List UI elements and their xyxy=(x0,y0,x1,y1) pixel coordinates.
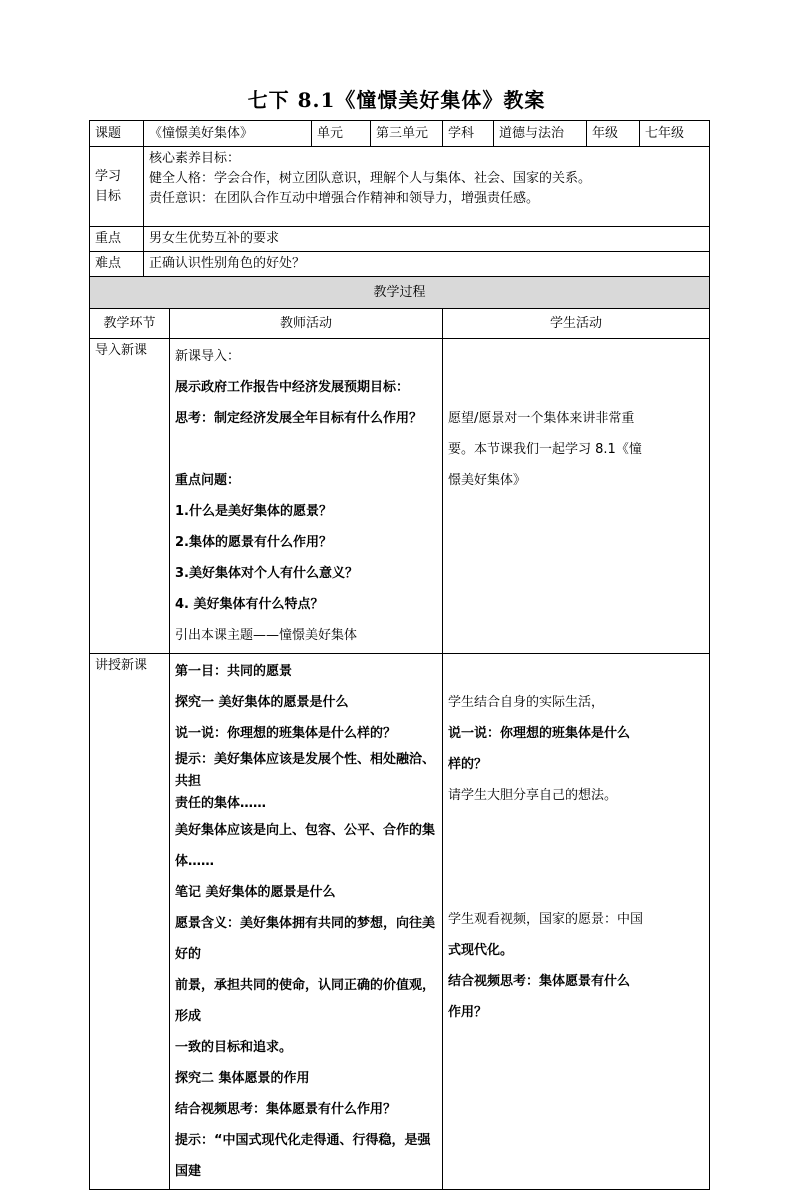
process-header-row xyxy=(90,277,710,309)
table-row xyxy=(90,654,710,1190)
goals-line: 核心素养目标： xyxy=(149,151,241,166)
table-row xyxy=(90,339,710,654)
stage-cell: 导入新课 xyxy=(90,339,170,654)
teacher-cell: 新课导入： 展示政府工作报告中经济发展预期目标： 思考：制定经济发展全年目标有什么作用？ 重点问题： 1.什么是美好集体的愿景？ 2.集体的愿景有什么作用？ 3.美好集体对个人有什么意义？ 4. 美好集体有什么特点？ 引出本课主题——憧憬美好集体 xyxy=(170,339,443,654)
unit-value: 第三单元 xyxy=(371,121,443,147)
process-header: 教学过程 xyxy=(90,277,710,309)
lesson-plan-table xyxy=(89,120,710,1190)
difficulty-value: 正确认识性别角色的好处？ xyxy=(144,252,710,277)
stage-cell: 讲授新课 xyxy=(90,654,170,1190)
goals-line: 健全人格：学会合作，树立团队意识，理解个人与集体、社会、国家的关系。 xyxy=(149,171,592,186)
subject-value: 道德与法治 xyxy=(494,121,587,147)
student-cell: 学生结合自身的实际生活， 说一说：你理想的班集体是什么 样的？ 请学生大胆分享自己的想法。 学生观看视频，国家的愿景：中国 式现代化。 结合视频思考：集体愿景有什么 作用？ xyxy=(443,654,710,1190)
grade-value: 七年级 xyxy=(640,121,710,147)
goals-row xyxy=(90,147,710,227)
goals-label: 学习 目标 xyxy=(90,147,144,227)
key-point-row xyxy=(90,227,710,252)
column-header-row xyxy=(90,309,710,339)
grade-label: 年级 xyxy=(587,121,640,147)
unit-label: 单元 xyxy=(312,121,371,147)
course-value: 《憧憬美好集体》 xyxy=(144,121,312,147)
goals-content xyxy=(144,147,710,227)
course-label: 课题 xyxy=(90,121,144,147)
teacher-cell: 第一目：共同的愿景 探究一 美好集体的愿景是什么 说一说：你理想的班集体是什么样的？ 提示：美好集体应该是发展个性、相处融洽、共担 责任的集体…… 美好集体应该是向上、包容、公平、合作的集体…… 笔记 美好集体的愿景是什么 愿景含义：美好集体拥有共同的梦想，向往美好的 前景，承担共同的使命，认同正确的价值观，形成 一致的目标和追求。 探究二 集体愿景的作用 结合视频思考：集体愿景有什么作用？ 提示：“中国式现代化走得通、行得稳，是强国建 xyxy=(170,654,443,1190)
subject-label: 学科 xyxy=(443,121,494,147)
key-point-value: 男女生优势互补的要求 xyxy=(144,227,710,252)
difficulty-label: 难点 xyxy=(90,252,144,277)
column-header-student: 学生活动 xyxy=(443,309,710,339)
page-title: 七下 8.1《憧憬美好集体》教案 xyxy=(247,88,546,112)
header-row xyxy=(90,121,710,147)
key-point-label: 重点 xyxy=(90,227,144,252)
goals-line: 责任意识：在团队合作互动中增强合作精神和领导力，增强责任感。 xyxy=(149,191,540,206)
difficulty-row xyxy=(90,252,710,277)
column-header-teacher: 教师活动 xyxy=(170,309,443,339)
column-header-stage: 教学环节 xyxy=(90,309,170,339)
student-cell: 愿望/愿景对一个集体来讲非常重 要。本节课我们一起学习 8.1《憧 憬美好集体》 xyxy=(443,339,710,654)
